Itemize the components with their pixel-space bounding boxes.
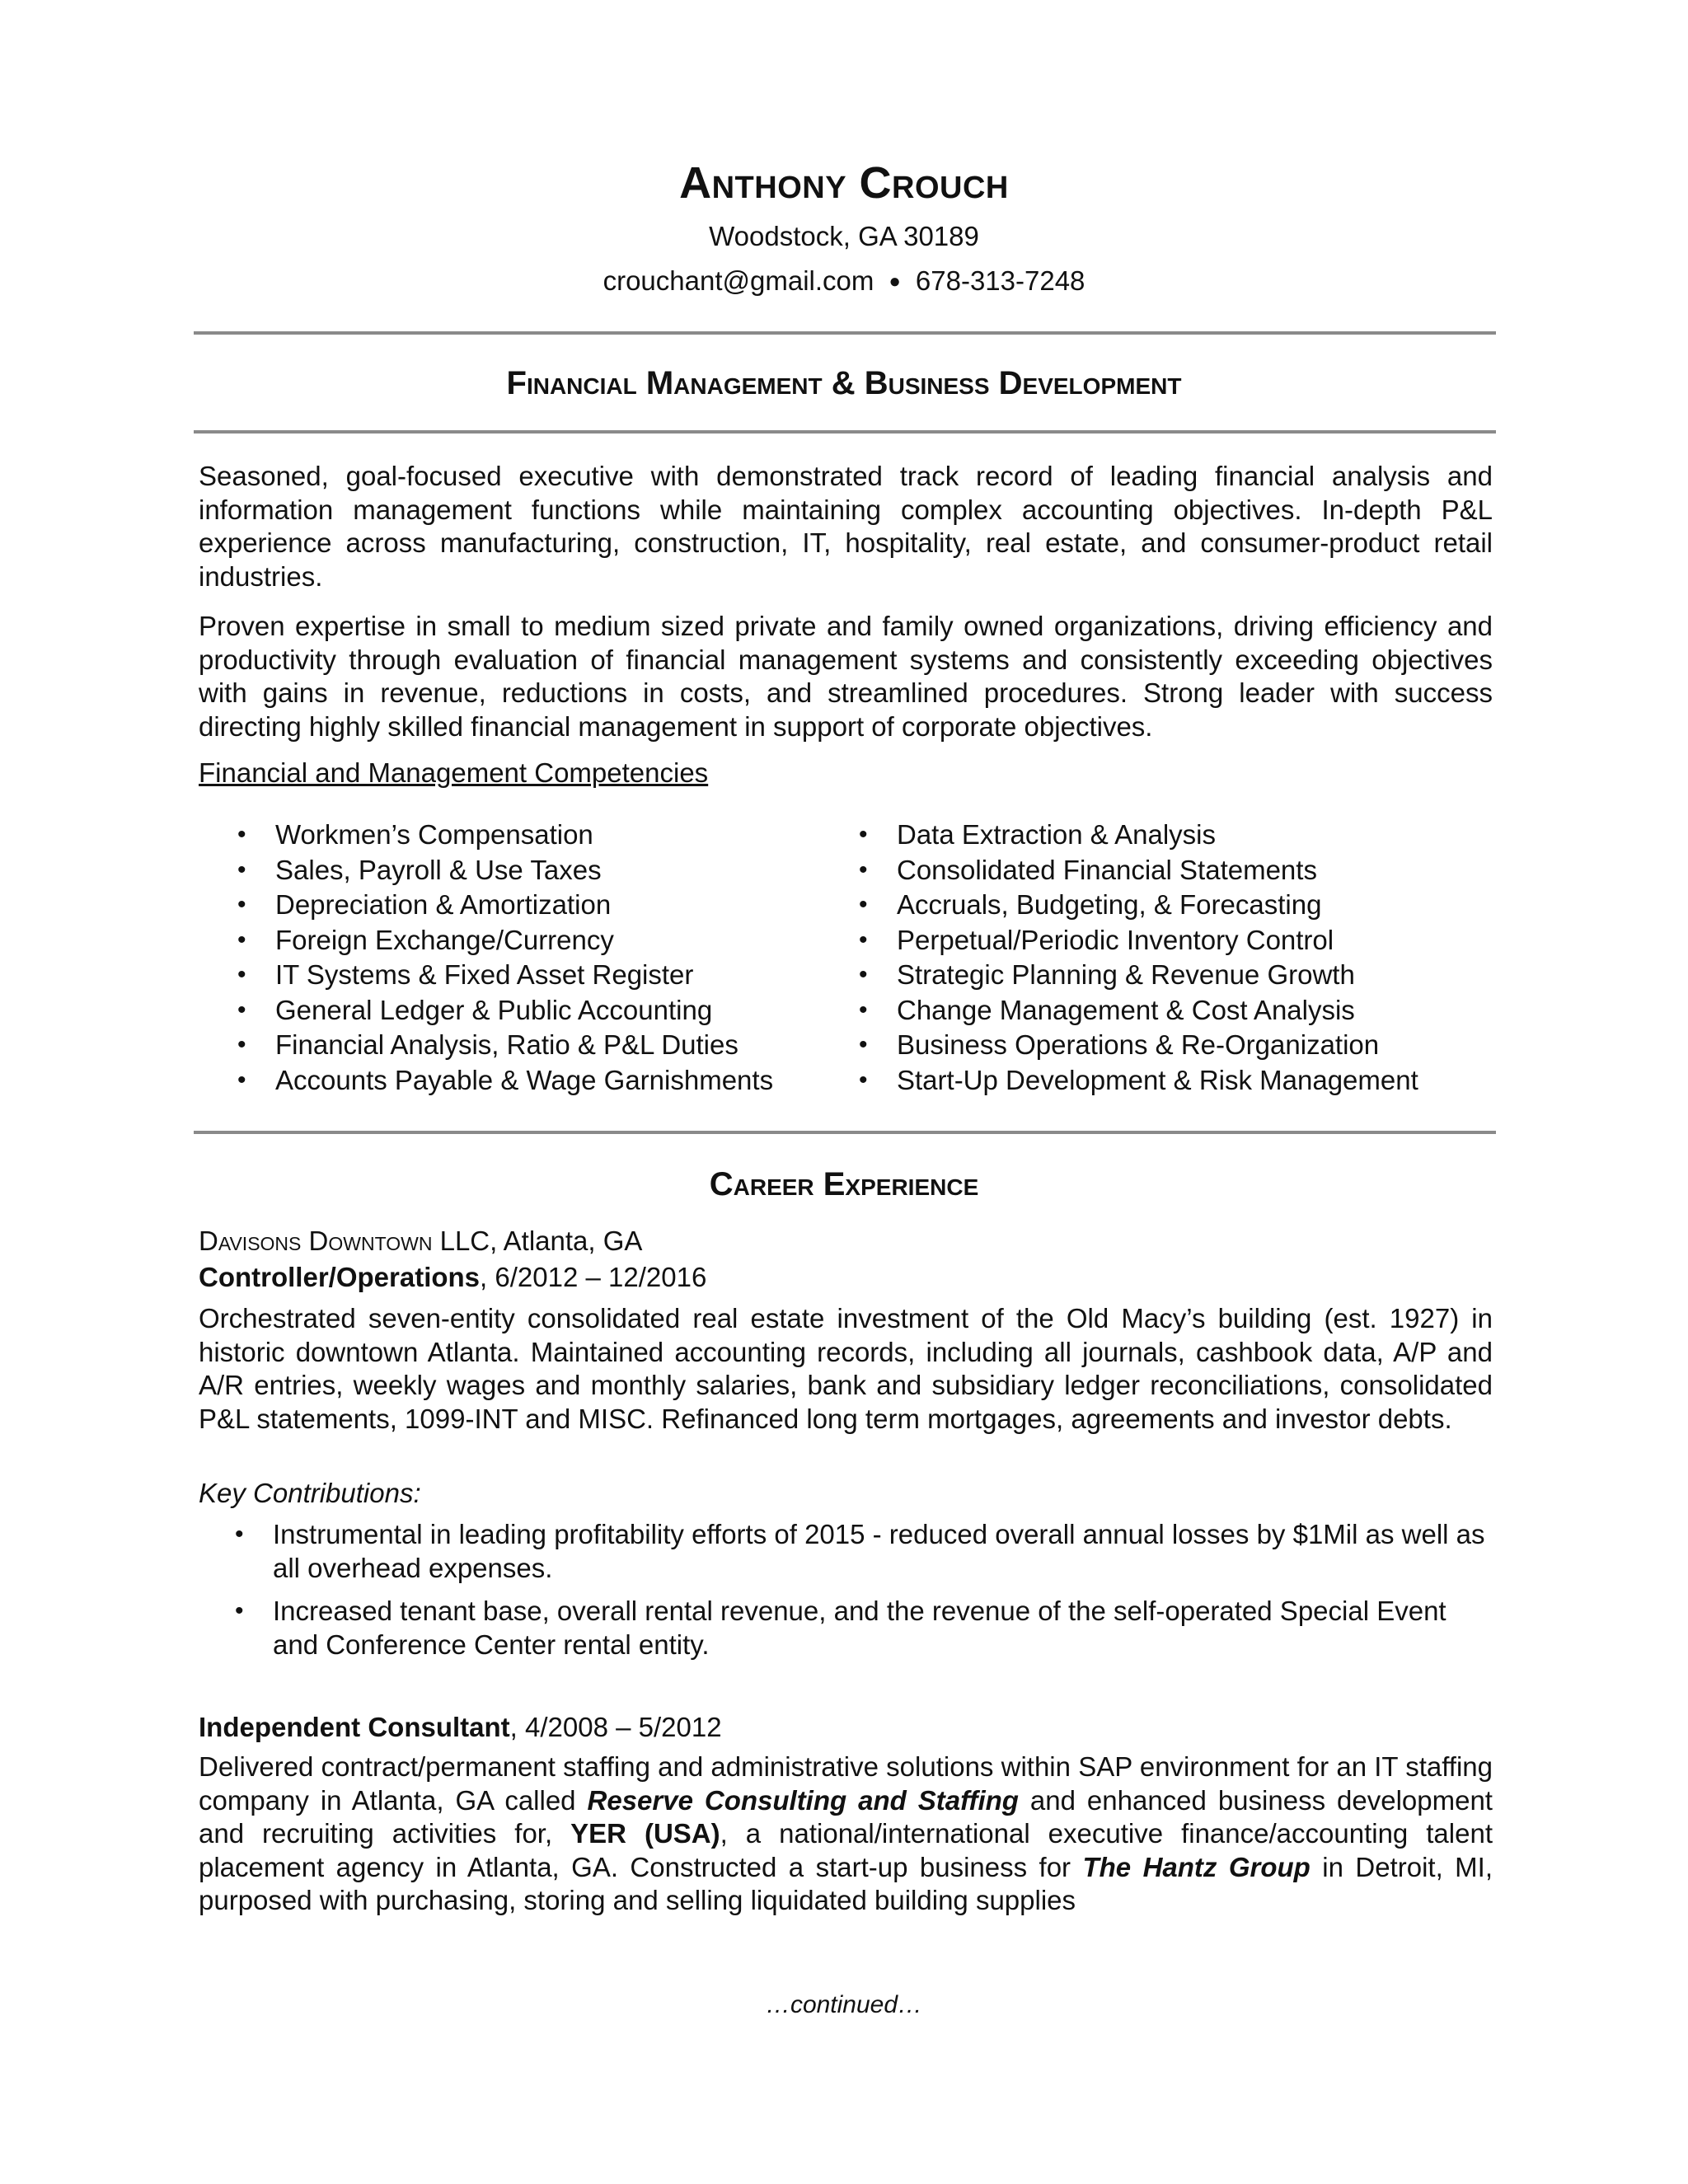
job-title-line <box>199 1711 722 1744</box>
candidate-name: Anthony Crouch <box>679 158 1009 208</box>
company-name-smallcaps: Davisons Downtown <box>199 1226 433 1256</box>
divider <box>194 331 1496 335</box>
job-description <box>199 1750 1493 1918</box>
list-item: • Foreign Exchange/Currency <box>232 923 773 958</box>
divider <box>194 1131 1496 1134</box>
list-item: • Accounts Payable & Wage Garnishments <box>232 1063 773 1099</box>
company-strong: YER (USA) <box>570 1818 720 1849</box>
description-text: , a national/international executive finance/accounting talent placement agency in Atlanta, GA. Constructed a start-up business for <box>199 1818 1493 1882</box>
list-item: • Financial Analysis, Ratio & P&L Duties <box>232 1028 773 1063</box>
list-item: • Accruals, Budgeting, & Forecasting <box>854 888 1418 923</box>
list-item: • Start-Up Development & Risk Management <box>854 1063 1418 1099</box>
list-item: • IT Systems & Fixed Asset Register <box>232 958 773 993</box>
summary-paragraph-1: Seasoned, goal-focused executive with demonstrated track record of leading financial analysis and information management functions while maintaining complex accounting objectives. In-depth P&L experience across manufacturing, construction, IT, hospitality, real estate, and consumer-product retail industries. <box>199 461 1493 592</box>
competencies-right-list <box>854 818 1418 1098</box>
description-text: and enhanced business development and recruiting activities for, <box>199 1784 1493 1849</box>
continued-note: …continued… <box>765 1991 923 2018</box>
summary-paragraph-2: Proven expertise in small to medium sized private and family owned organizations, driving efficiency and productivity through evaluation of financial management systems and consistently exceeding objectives with gains in revenue, reductions in costs, and streamlined procedures. Strong leader with success directing highly skilled financial management in support of corporate objectives. <box>199 611 1493 742</box>
list-item: • Instrumental in leading profitability efforts of 2015 - reduced overall annual losses by $1Mil as well as all overhead expenses. <box>199 1518 1493 1585</box>
separator-bullet-icon: ● <box>889 270 901 293</box>
job-title-line <box>199 1261 706 1294</box>
list-item: • General Ledger & Public Accounting <box>232 993 773 1029</box>
resume-header <box>0 157 1688 299</box>
list-item: • Depreciation & Amortization <box>232 888 773 923</box>
competencies-heading: Financial and Management Competencies <box>199 757 709 788</box>
contributions-list <box>199 1518 1493 1671</box>
contact-line <box>0 264 1688 299</box>
list-item: • Business Operations & Re-Organization <box>854 1028 1418 1063</box>
list-item: • Sales, Payroll & Use Taxes <box>232 853 773 888</box>
list-item: • Change Management & Cost Analysis <box>854 993 1418 1029</box>
job-description: Orchestrated seven-entity consolidated real estate investment of the Old Macy’s building (est. 1927) in historic downtown Atlanta. Maintained accounting records, including all journals, cashbook data, A/P and A/R entries, weekly wages and monthly salaries, bank and subsidiary ledger reconciliations, consolidated P&L statements, 1099-INT and MISC. Refinanced long term mortgages, agreements and investor debts. <box>199 1303 1493 1434</box>
job-dates: , 4/2008 – 5/2012 <box>509 1712 722 1742</box>
company-location: LLC, Atlanta, GA <box>432 1226 643 1256</box>
list-item: • Workmen’s Compensation <box>232 818 773 853</box>
list-item: • Strategic Planning & Revenue Growth <box>854 958 1418 993</box>
list-item: • Perpetual/Periodic Inventory Control <box>854 923 1418 958</box>
email[interactable]: crouchant@gmail.com <box>603 265 874 296</box>
job-title: Controller/Operations <box>199 1262 481 1292</box>
phone[interactable]: 678-313-7248 <box>915 265 1085 296</box>
description-text: in Detroit, MI, purposed with purchasing, storing and selling liquidated building supplies <box>199 1851 1493 1915</box>
divider <box>194 430 1496 434</box>
career-experience-title: Career Experience <box>709 1166 979 1202</box>
list-item: • Data Extraction & Analysis <box>854 818 1418 853</box>
key-contributions-label: Key Contributions: <box>199 1478 421 1508</box>
location: Woodstock, GA 30189 <box>709 221 979 251</box>
list-item: • Consolidated Financial Statements <box>854 853 1418 888</box>
competencies-left-list <box>232 818 773 1098</box>
job-dates: , 6/2012 – 12/2016 <box>480 1262 707 1292</box>
description-text: Delivered contract/permanent staffing and administrative solutions within SAP environment for an IT staffing company in Atlanta, GA called <box>199 1751 1493 1816</box>
job-title: Independent Consultant <box>199 1712 510 1742</box>
headline-title: Financial Management & Business Development <box>506 365 1182 401</box>
company-name <box>199 1225 642 1258</box>
company-emphasis: Reserve Consulting and Staffing <box>587 1784 1019 1816</box>
company-emphasis: The Hantz Group <box>1082 1851 1311 1882</box>
list-item: • Increased tenant base, overall rental revenue, and the revenue of the self-operated Special Event and Conference Center rental entity. <box>199 1595 1493 1661</box>
